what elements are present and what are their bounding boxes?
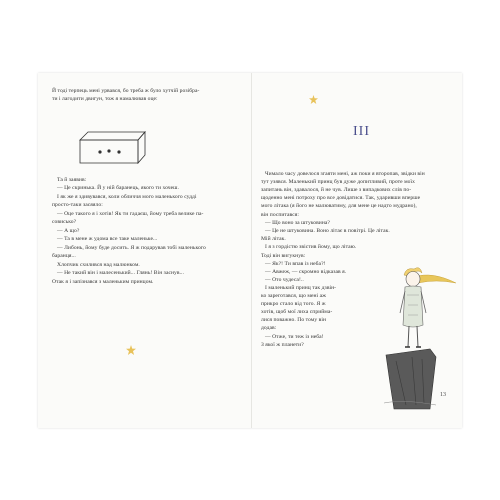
text-line: — Та в мене ж удома все таке маленьке... xyxy=(57,236,158,242)
text-line: — Це не штуковина. Воно літає в повітрі. Це літак. xyxy=(265,228,390,234)
text-line: — Отже, ти теж із неба! xyxy=(265,334,324,340)
text-line: — Либонь, йому буде досить. Я ж подарував тобі маленького xyxy=(57,245,206,251)
text-line: Мій літак. xyxy=(261,236,286,242)
text-line: запитань він, здавалося, й не чув. Лише з випадкових слів по- xyxy=(261,187,412,193)
text-line: він поспитався: xyxy=(261,212,299,218)
text-line: додав: xyxy=(261,325,277,331)
book-spread xyxy=(38,73,462,428)
text-line: — А що? xyxy=(57,228,80,234)
text-line: — Оце такого я і хотів! Як ти гадаєш, йому треба велике па- xyxy=(57,211,204,217)
text-line: ти і лагодити двигун, тож я намалював оце: xyxy=(52,96,158,102)
right-page xyxy=(252,73,462,428)
text-line: Чимало часу довелося згаяти мені, аж поки я второпав, звідки він xyxy=(265,171,425,177)
text-line: лися поважно. По тому він xyxy=(261,317,327,323)
text-line: ко зареготався, що мені аж xyxy=(261,293,327,299)
text-line: прикро стало від того. Я ж xyxy=(261,301,326,307)
text-line: — Це скринька. Й у ній баранець, якого ти хочеш. xyxy=(57,185,179,191)
left-page xyxy=(38,73,250,428)
text-line: Й тоді терпець мені урвався, бо треба ж було хутчій розібра- xyxy=(52,88,200,94)
text-line: — Ото чудеса!.. xyxy=(265,277,304,283)
page-number: 13 xyxy=(440,392,446,398)
text-line: Отак я і запізнався з маленьким принцом. xyxy=(52,279,154,285)
text-line: — Авжеж, — скромно відказав я. xyxy=(265,269,347,275)
text-line: І як же я здивувався, коли обличчя мого маленького судді xyxy=(57,194,197,200)
text-line: мого літака (я його не малюватиму, для мене це надто мудрано), xyxy=(261,203,417,209)
text-line: просто-таки засяяло: xyxy=(52,202,103,208)
text-line: З якої ж планети? xyxy=(261,342,304,348)
chapter-number: III xyxy=(353,124,370,139)
text-line: хотів, щоб мої лиха сприйма- xyxy=(261,309,333,315)
little-prince-illustration xyxy=(384,265,460,411)
text-line: Та й заявив: xyxy=(57,177,87,183)
text-line: — Не такий він і малесенький... Глянь! Він заснув... xyxy=(57,270,184,276)
text-line: щоденно мені потроху про все довідатися. Так, ударивши вперше xyxy=(261,195,421,201)
text-line: тут узявся. Маленький принц був дуже допитливий, проте моїх xyxy=(261,179,415,185)
text-line: — Як?! Ти впав із неба?! xyxy=(265,261,326,267)
text-line: Хлопчик схилився над малюнком. xyxy=(57,262,140,268)
star-icon xyxy=(309,95,318,104)
box-drawing xyxy=(78,129,146,165)
text-line: баранця... xyxy=(52,253,76,259)
text-line: Тоді він вигукнув: xyxy=(261,253,306,259)
text-line: І я з гордістю звістив йому, що літаю. xyxy=(265,244,357,250)
text-line: совисько? xyxy=(52,219,77,225)
star-icon xyxy=(126,345,136,355)
text-line: — Що воно за штуковина? xyxy=(265,220,330,226)
text-line: І маленький принц так дзвін- xyxy=(265,285,337,291)
